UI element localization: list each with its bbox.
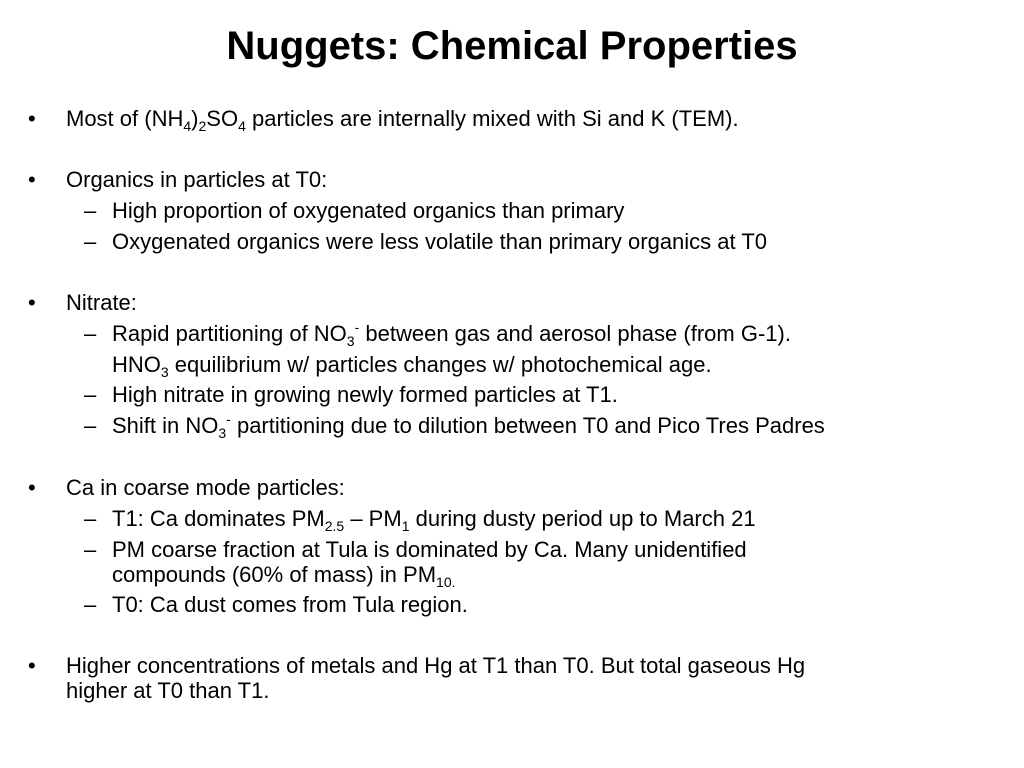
slide-title: Nuggets: Chemical Properties xyxy=(226,24,798,68)
bullet-organics-heading: Organics in particles at T0: xyxy=(66,167,328,192)
bullet-icon: • xyxy=(28,167,36,192)
bullet-calcium-heading: Ca in coarse mode particles: xyxy=(66,475,345,500)
bullet-metals-line1: Higher concentrations of metals and Hg at T1 than T0. But total gaseous Hg xyxy=(66,653,806,678)
dash-icon: – xyxy=(84,198,97,223)
bullet-nitrate-heading: Nitrate: xyxy=(66,290,137,315)
bullet-icon: • xyxy=(28,475,36,500)
bullet-ammonium-sulfate: Most of $(NH_4)_2SO_4$ particles are internally mixed with Si and K (TEM). xyxy=(66,106,739,134)
bullet-metals-line2: higher at T0 than T1. xyxy=(66,678,270,703)
dash-icon: – xyxy=(84,506,97,531)
bullet-icon: • xyxy=(28,290,36,315)
sub-bullet-nitrate-equilibrium: $HNO_3$ equilibrium w/ particles changes w/ photochemical age. xyxy=(112,352,712,380)
sub-bullet-nitrate-partitioning: Rapid partitioning of $NO_3^-$ between gas and aerosol phase (from G-1). xyxy=(112,319,791,349)
sub-bullet-calcium-tula-line2: compounds (60% of mass) in $PM_{10.}$ xyxy=(112,562,456,590)
sub-bullet-nitrate-growth: High nitrate in growing newly formed particles at T1. xyxy=(112,382,618,407)
bullet-icon: • xyxy=(28,106,36,131)
sub-bullet-calcium-t1: T1: Ca dominates $PM_{2.5} - PM_1$ during dusty period up to March 21 xyxy=(112,506,756,534)
dash-icon: – xyxy=(84,321,97,346)
dash-icon: – xyxy=(84,537,97,562)
dash-icon: – xyxy=(84,592,97,617)
sub-bullet-organics-proportion: High proportion of oxygenated organics than primary xyxy=(112,198,625,223)
dash-icon: – xyxy=(84,382,97,407)
sub-bullet-nitrate-shift: Shift in $NO_3^-$ partitioning due to dilution between T0 and Pico Tres Padres xyxy=(112,411,825,441)
bullet-icon: • xyxy=(28,653,36,678)
sub-bullet-calcium-tula-line1: PM coarse fraction at Tula is dominated by Ca. Many unidentified xyxy=(112,537,747,562)
dash-icon: – xyxy=(84,413,97,438)
sub-bullet-organics-volatility: Oxygenated organics were less volatile than primary organics at T0 xyxy=(112,229,768,254)
dash-icon: – xyxy=(84,229,97,254)
sub-bullet-calcium-t0: T0: Ca dust comes from Tula region. xyxy=(112,592,468,617)
